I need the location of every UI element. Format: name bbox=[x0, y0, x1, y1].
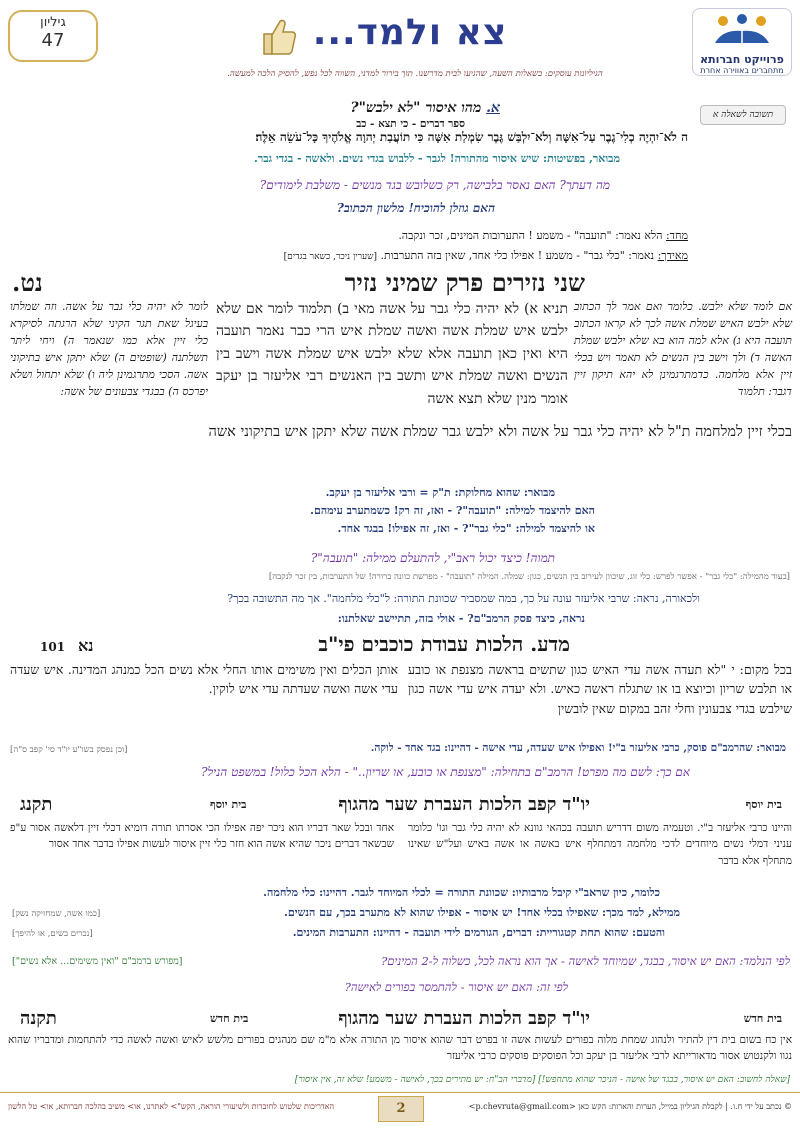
people-book-icon bbox=[707, 13, 777, 47]
rambam-lead: נראה, כיצד פסק הרמב"ם? - אולי בזה, תתיישב שאלתנו: bbox=[337, 612, 585, 625]
rambam-page-arabic: 101 bbox=[40, 640, 66, 654]
challenge-note: [בעוד מהמילה: "כלי גבר" - אפשר לפרש: כלי זוג, שיכוון לעירוב בין הנשים, כגון: שמלה. המילה "תועבה" - מפרשת כוונה ברורה! של התערבות, בין זכר לנקבה] bbox=[268, 572, 790, 582]
rambam-left-column: אותן הכלים ואין משימים אותו החלי אלא נשים הכל כמנהג המדינה. איש שעדה עדי אשה ואשה שעדתה עדי איש לוקין. bbox=[10, 662, 398, 697]
thumbs-up-icon bbox=[258, 14, 298, 58]
why-question: מה דעתך? האם נאסר בלבישה, רק כשלובש בגד מנשים - משלבת לימודים? bbox=[259, 178, 610, 192]
verse-text: ה לֹא־יִהְיֶה כְלִי־גֶבֶר עַל־אִשָּׁה וְלֹא־יִלְבַּשׁ גֶּבֶר שִׂמְלַת אִשָּׁה כִּי תוֹעֲבַת יְהוָה אֱלֹהֶיךָ כָּל־עֹשֵׂה אֵלֶּה׃ bbox=[255, 130, 688, 144]
beit-yosef-explained: כלומר, כיון שראב"י קיבל מרבותיו: שכוונת התורה = לכלי המיוחד לגבר. דהיינו: כלי מלחמה. bbox=[263, 886, 660, 899]
issue-badge bbox=[8, 10, 98, 62]
footer-divider bbox=[0, 1092, 800, 1093]
beit-yosef-page: תקנג bbox=[20, 794, 53, 815]
talmud-page: נט. bbox=[12, 268, 43, 297]
beit-yosef-label-right: בית יוסף bbox=[745, 798, 782, 811]
rambam-title: מדע. הלכות עבודת כוכבים פי"ב bbox=[318, 632, 570, 656]
bach-text: אין כח בשום בית דין להתיר ולנהוג שמחת מלוה בפורים לעשות אשה זו בפרט דבר שהוא איסור מן התורה אלא מ"מ שם מנהגים בפורים מלשש לאיש ואשה לאשה כדי להתחמות ומדבריו שהוא נגוו ולקנטוש אסור מדאורייתא לרבי אליעזר בן יעקב וכל הפוסקים פוסקים כרבי אליעזר bbox=[8, 1034, 792, 1063]
page-number: 2 bbox=[378, 1096, 424, 1122]
question-heading bbox=[350, 100, 500, 117]
challenge-question: תמוה! כיצד יכול ראב"י, להתעלם ממילה: "תועבה"? bbox=[310, 551, 555, 565]
logo-name: פרוייקט חברותא bbox=[700, 53, 784, 66]
footer-credit[interactable]: © נכתב על ידי ח.ו. | לקבלת הגיליון במייל, הערות והארות: הקש כאן <p.chevruta@gmail.com> bbox=[468, 1102, 792, 1111]
rambam-question: אם כך: לשם מה מפרט! הרמב"ם בתחילה: "מצנפת או כובע, או שריון.." - הלא הכל כלול! במשפט הניל? bbox=[201, 765, 690, 779]
beit-yosef-left-column: אחד ובכל שאר דבריו הוא ניכר יפה אפילו הכי אסרתו תורה דומיא דכלי זיין דלאשה אסור ע"פ שבשאר דברים ניכר שהיא אשה הוא חזר כלי זיין איסור לעשות אפילו בדבר אחד אסור bbox=[10, 822, 394, 851]
beit-yosef-learn: ממילא, למד מכך: שאפילו בכלי אחד! יש איסור - אפילו שהוא לא מתערב בכך, עם הנשים. bbox=[284, 906, 680, 919]
beit-yosef-right-column: והיינו כרבי אליעזר ב"י. וטעמיה משום דדריש תועבה בכהאי גוונא לא יהיה כלי גבר וגו' כלומר עניני דמלי נשים מיוחדים לדכי מלחמה דמתחלף איש באשה או אשה באיש ועל"ש שאינו מתחלף אלא בדבר bbox=[408, 822, 792, 867]
side-b-note: [שערין ניכר, כשאר בגדים] bbox=[283, 252, 377, 262]
lemma-question: לפי הנלמד: האם יש איסור, בבגד, שמיוחד לאישה - אך הוא נראה לכל, כשלוה ל-2 המינים? bbox=[381, 954, 790, 968]
side-a-label: מחד: bbox=[665, 229, 688, 242]
gemara-column: תניא א) לא יהיה כלי גבר על אשה מאי ב) תלמוד לומר אם שלא ילבש איש שמלת אשה ואשה שמלת איש הרי כבר נאמר תועבה היא ואין כאן תועבה אלא שלא ילבש איש שמלת אשה וישב בין הנשים ואשה שמלת איש ותשב בין האנשים רבי אליעזר בן יעקב אומר מנין שלא תצא אשה bbox=[216, 301, 568, 407]
rambam-right-column: בכל מקום: י "לא תעדה אשה עדי האיש כגון שתשים בראשה מצנפת או כובע או תלבש שריון וכיוצא בו או שתגלח ראשה כאיש. ולא יעדה איש עדי אשה כגון שילבש בגדי צבעונין וחלי זהב במקום שאין לובשין bbox=[408, 662, 792, 716]
verse-source: ספר דברים - כי תצא - כב bbox=[356, 118, 465, 130]
bach-label-right: בית חדש bbox=[743, 1012, 782, 1025]
dispute-explained: מבואר: שהוא מחלוקת: ת"ק = ורבי אליעזר בן יעקב. bbox=[325, 486, 555, 499]
rashi-column: אם לומד שלא ילבש. כלומר ואם אמר לך הכתוב שלא ילבש האיש שמלת אשה לכך לא קראו הכתוב תועבה היא ג) אלא למה הוא בא שלא ילבש שמלת האשה ד) ולך וישב בין הנשים לא תאמר ויש בכלי זיין אלא מלחמה. כדמתרגמינן לא יהא תיקון זיין דגבר: תלמוד bbox=[574, 300, 792, 399]
rambam-note: [וכן נפסק בשו"ע יו"ד סי' קפב ס"ה] bbox=[10, 745, 128, 755]
side-a-text: הלא נאמר: "תועבה" - משמע ! התערובות המינים, זכר ונקבה. bbox=[398, 229, 663, 242]
verse-explanation: מבואר, בפשיטות: שיש איסור מהתורה! לגבר - ללבוש בגדי נשים. ולאשה - בגדי גבר. bbox=[254, 152, 620, 165]
beit-yosef-title: יו"ד קפב הלכות העברת שער מהגוף bbox=[338, 794, 590, 815]
talmud-title: שני נזירים פרק שמיני נזיר bbox=[344, 268, 585, 297]
bach-page: תקנה bbox=[20, 1008, 57, 1029]
purim-question: לפי זה: האם יש איסור - להתמסר בפורים לאישה? bbox=[344, 980, 568, 994]
beit-yosef-label-left: בית יוסף bbox=[210, 798, 247, 811]
beit-yosef-learn-note: [כמו אשה, שמחזיקה נשק] bbox=[12, 909, 101, 919]
question-text: מהו איסור "לא ילבש"? bbox=[350, 100, 482, 116]
issue-label: גיליון bbox=[40, 15, 66, 30]
rambam-page: נא bbox=[78, 636, 94, 655]
bach-label-left: בית חדש bbox=[210, 1012, 249, 1025]
page-title: צא ולמד... bbox=[312, 12, 508, 53]
side-b-text: נאמר: "כלי גבר" - משמע ! אפילו כלי אחד, שאין בזה התערבות. bbox=[380, 249, 655, 262]
footer-links[interactable]: האדריכות שלטוש לחוברות ולשיעורי הוראה, הקש"> לאתרנו, או> משיב בהלכה חברותא, או> טל הלשון bbox=[8, 1102, 335, 1111]
answer-chip[interactable]: תשובה לשאלה א bbox=[700, 105, 786, 125]
logo-subtitle: מתחברים באווירה אחרת bbox=[700, 66, 784, 75]
question-letter: א. bbox=[486, 100, 500, 116]
option-kli-gever: או להיצמד למילה: "כלי גבר"? - ואז, זה אפילו! בבגד אחד. bbox=[337, 522, 595, 535]
option-toeva: האם להיצמד למילה: "תועבה"? - ואז, זה רק! כשמתערב עימהם. bbox=[310, 504, 595, 517]
gemara-full-line: בכלי זיין למלחמה ת"ל לא יהיה כלי גבר על אשה ולא ילבש גבר שמלת אשה שלא יתקן איש בתיקוני אשה bbox=[208, 424, 792, 440]
tosafot-column: לומר לא יהיה כלי גבר על אשה. וזה שמלתו בעיגל שאת תגר הקיני שלא הרגתה לסיקרא כלי זיין אלא כמו שנאמר ה) ויחי ליתר תשלתנה (שופטים ה) שלא יתקן איש בתיקוני אשה. הסכי מתרגמינן ליה ו) שלא יתחול ושלא יפרכס ה) בבגדי צבעונים של אשה: bbox=[10, 300, 208, 399]
tagline: הגיליונות עוסקים: בשאלות השעה, שהגיעו לבית מדרשנו. תוך בירור למדני, השווה לכל נפש, להסיק הלכה למעשה. bbox=[227, 69, 603, 79]
bach-title: יו"ד קפב הלכות העברת שער מהגוף bbox=[338, 1008, 590, 1029]
rambam-quote-note: [מפורש ברמב"ם "ואין משימים... אלא נשים"] bbox=[12, 956, 183, 967]
rambam-explained: מבואר: שהרמב"ם פוסק, כרבי אליעזר ב"י! ואפילו איש שעדה, עדי אישה - דהיינו: בגד אחד - לוקה. bbox=[370, 742, 786, 754]
beit-yosef-reason-note: [נכרים בשים, או להיפך] bbox=[12, 929, 93, 939]
side-a bbox=[398, 229, 688, 242]
brand-logo bbox=[692, 8, 792, 76]
side-b bbox=[284, 249, 688, 262]
beit-yosef-reason: והטעם: שהוא תחת קטגוריית: דברים, הגורמים לידי תועבה - דהיינו: התערבות המינים. bbox=[292, 926, 665, 939]
side-b-label: מאידך: bbox=[657, 249, 688, 262]
proof-question: האם גוזלן להוכיח! מלשון הכתוב? bbox=[336, 201, 495, 215]
apparent-answer: ולכאורה, נראה: שרבי אליעזר עונה על כך, במה שמסביר שכוונת התורה: ל"כלי מלחמה". אך מה התשובה בכך? bbox=[227, 592, 700, 605]
bach-conclusion: [שאלה לחשוב: האם יש איסור, בבגד של אישה - הניכר שהוא מתחפש!] [מדברי הב"ח: יש מתירים בכך, לאישה - משמע! שלא זה, אין איסור] bbox=[294, 1075, 790, 1085]
issue-number: 47 bbox=[41, 30, 65, 51]
